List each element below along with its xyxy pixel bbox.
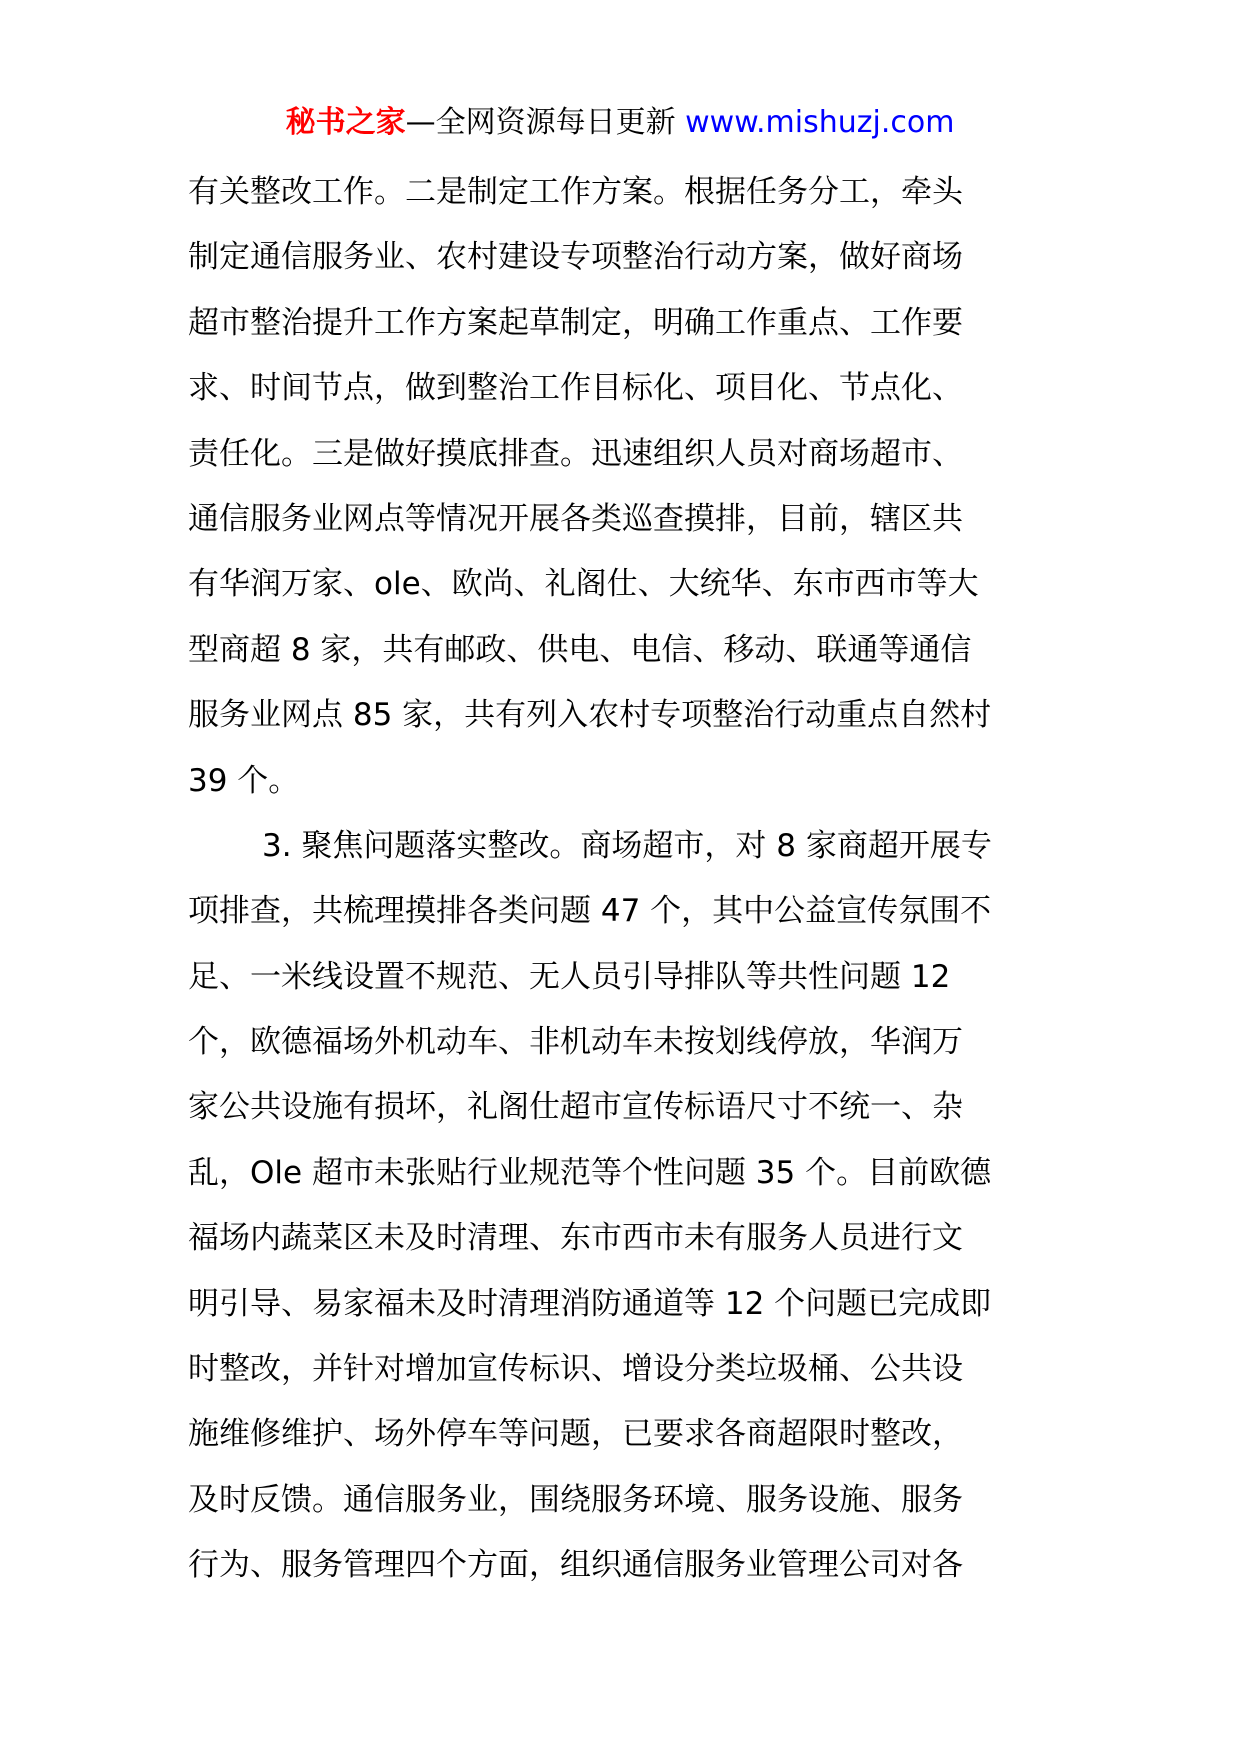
site-url-link[interactable]: www.mishuzj.com	[685, 105, 955, 140]
text-line: 有华润万家、ole、欧尚、礼阁仕、大统华、东市西市等大	[188, 566, 979, 603]
text-line: 39 个。	[188, 762, 300, 799]
text-line: 型商超 8 家，共有邮政、供电、电信、移动、联通等通信	[188, 631, 972, 668]
text-line: 行为、服务管理四个方面，组织通信服务业管理公司对各	[188, 1547, 963, 1584]
text-line: 有关整改工作。二是制定工作方案。根据任务分工，牵头	[188, 174, 963, 210]
page-header	[0, 103, 1240, 143]
text-line: 个，欧德福场外机动车、非机动车未按划线停放，华润万	[188, 1024, 963, 1061]
text-line: 服务业网点 85 家，共有列入农村专项整治行动重点自然村	[188, 697, 992, 734]
text-line: 通信服务业网点等情况开展各类巡查摸排，目前，辖区共	[188, 500, 963, 537]
text-line: 乱，Ole 超市未张贴行业规范等个性问题 35 个。目前欧德	[188, 1154, 992, 1191]
paragraph-start-line: 3. 聚焦问题落实整改。商场超市，对 8 家商超开展专	[262, 827, 992, 864]
text-line: 时整改，并针对增加宣传标识、增设分类垃圾桶、公共设	[188, 1351, 963, 1388]
text-line: 项排查，共梳理摸排各类问题 47 个，其中公益宣传氛围不	[188, 893, 992, 930]
header-tagline: —全网资源每日更新	[405, 105, 686, 140]
text-line: 超市整治提升工作方案起草制定，明确工作重点、工作要	[188, 304, 963, 341]
text-line: 求、时间节点，做到整治工作目标化、项目化、节点化、	[188, 370, 963, 407]
document-body	[188, 160, 1058, 1599]
text-line: 明引导、易家福未及时清理消防通道等 12 个问题已完成即	[188, 1285, 992, 1322]
text-line: 责任化。三是做好摸底排查。迅速组织人员对商场超市、	[188, 435, 963, 472]
brand-name: 秘书之家	[285, 105, 406, 140]
text-line: 家公共设施有损坏，礼阁仕超市宣传标语尺寸不统一、杂	[188, 1089, 963, 1126]
text-line: 施维修维护、场外停车等问题，已要求各商超限时整改，	[188, 1416, 963, 1453]
text-line: 福场内蔬菜区未及时清理、东市西市未有服务人员进行文	[188, 1220, 963, 1257]
text-line: 制定通信服务业、农村建设专项整治行动方案，做好商场	[188, 239, 963, 276]
text-line: 及时反馈。通信服务业，围绕服务环境、服务设施、服务	[188, 1481, 963, 1518]
text-line: 足、一米线设置不规范、无人员引导排队等共性问题 12	[188, 958, 951, 995]
